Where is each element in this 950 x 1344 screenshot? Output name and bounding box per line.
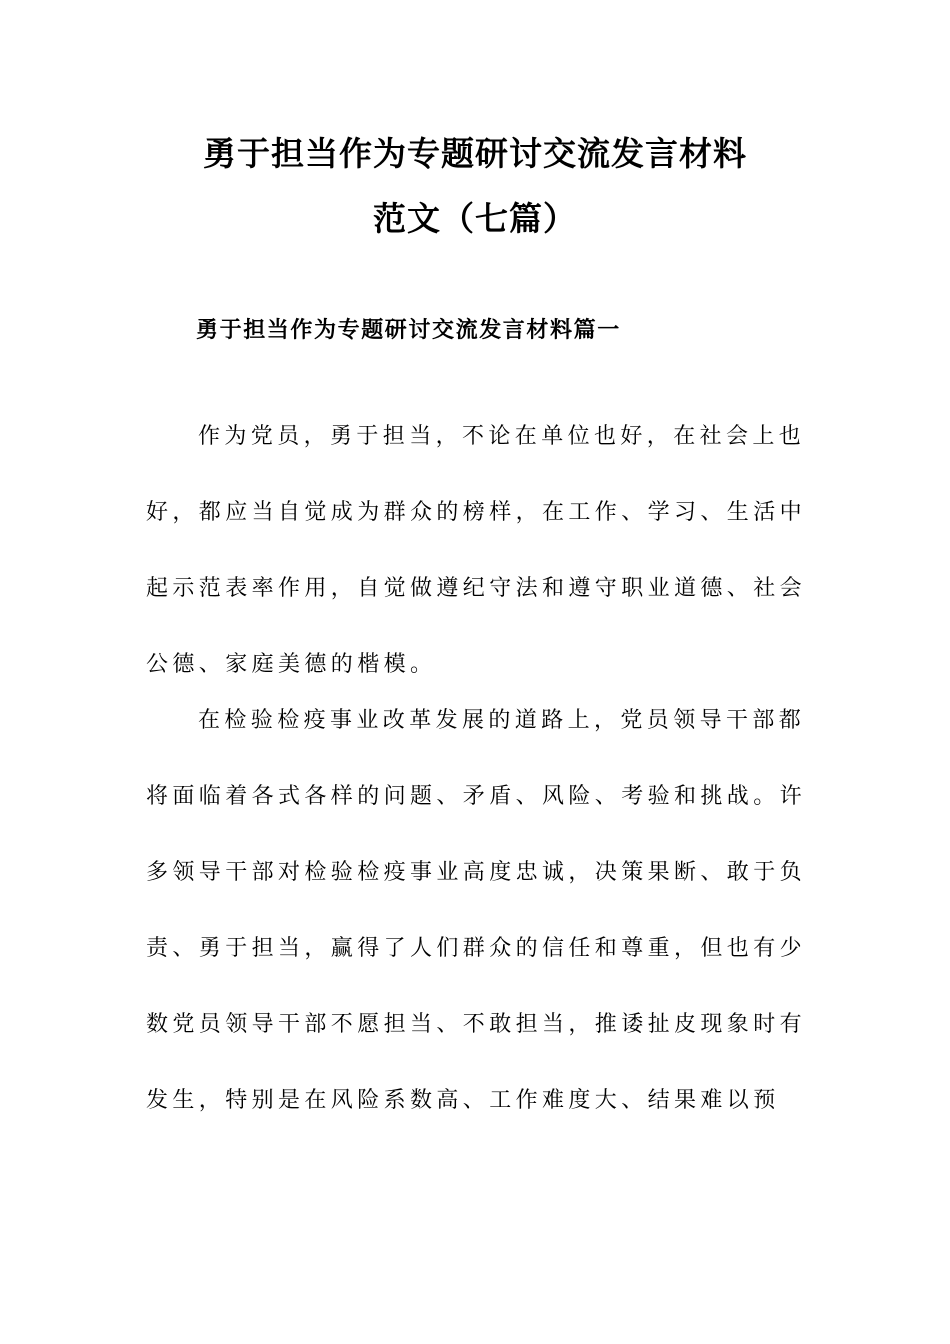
paragraph-2-line-2: 将面临着各式各样的问题、矛盾、风险、考验和挑战。许 xyxy=(146,784,807,809)
paragraph-2-line-6: 发生，特别是在风险系数高、工作难度大、结果难以预 xyxy=(146,1088,780,1113)
document-title-line-1: 勇于担当作为专题研讨交流发言材料 xyxy=(203,134,747,173)
paragraph-1-line-4: 公德、家庭美德的楷模。 xyxy=(146,652,437,677)
paragraph-1-line-2: 好，都应当自觉成为群众的榜样，在工作、学习、生活中 xyxy=(146,500,807,525)
paragraph-2-line-5: 数党员领导干部不愿担当、不敢担当，推诿扯皮现象时有 xyxy=(146,1012,807,1037)
section-heading: 勇于担当作为专题研讨交流发言材料篇一 xyxy=(196,318,621,343)
paragraph-2-line-4: 责、勇于担当，赢得了人们群众的信任和尊重，但也有少 xyxy=(146,936,807,961)
paragraph-2-line-3: 多领导干部对检验检疫事业高度忠诚，决策果断、敢于负 xyxy=(146,860,807,885)
paragraph-1-line-1: 作为党员，勇于担当，不论在单位也好，在社会上也 xyxy=(198,424,806,449)
document-title-line-2: 范文（七篇） xyxy=(373,199,577,238)
body-text xyxy=(146,417,807,1157)
paragraph-2-line-1: 在检验检疫事业改革发展的道路上，党员领导干部都 xyxy=(198,708,806,733)
paragraph-1-line-3: 起示范表率作用，自觉做遵纪守法和遵守职业道德、社会 xyxy=(146,576,807,601)
